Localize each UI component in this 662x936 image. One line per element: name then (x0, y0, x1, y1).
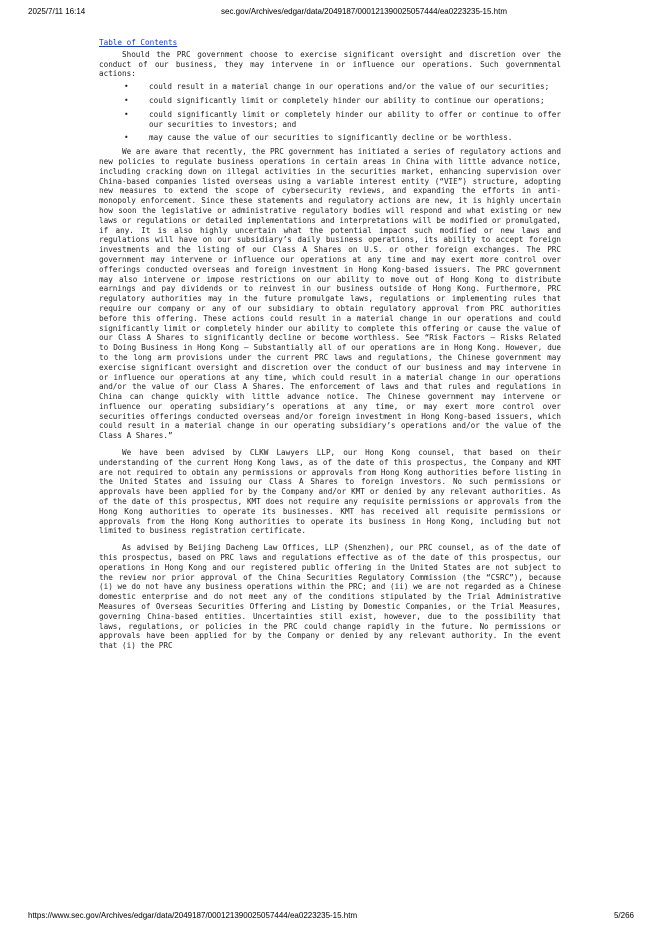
list-item-text: may cause the value of our securities to significantly decline or be worthless. (149, 133, 513, 143)
list-item-text: could significantly limit or completely hinder our ability to offer or continue to offer our securities to investors; and (149, 109, 561, 129)
bullet-icon: • (124, 109, 129, 119)
list-item (99, 110, 561, 130)
browser-print-footer (0, 911, 662, 925)
document-body (99, 38, 561, 651)
bullet-icon: • (124, 95, 129, 105)
print-datetime: 2025/7/11 16:14 (28, 7, 86, 16)
table-of-contents-link[interactable]: Table of Contents (99, 38, 178, 47)
prc-counsel-paragraph: As advised by Beijing Dacheng Law Offices, LLP (Shenzhen), our PRC counsel, as of the date of this prospectus, based on PRC laws and regulations effective as of the date of this prospectus, our operations in Hong Kong and our registered public offering in the United States are not subject to the review nor prior approval of the China Securities Regulatory Commission (the “CSRC”), because (i) we do not have any business operations within the PRC; and (ii) we are not regarded as a Chinese domestic enterprise and do not meet any of the conditions stipulated by the Trial Administrative Measures of Overseas Securities Offering and Listing by Domestic Companies, or the Trial Measures, governing China-based entities. Uncertainties still exist, however, due to the possibility that laws, regulations, or policies in the PRC could change rapidly in the future. No permissions or approvals have been applied for by the Company or denied by any relevant authority. In the event that (i) the PRC (99, 543, 561, 651)
governmental-actions-list (99, 82, 561, 143)
print-footer-url: https://www.sec.gov/Archives/edgar/data/2049187/000121390025057444/ea0223235-15.htm (28, 911, 358, 920)
bullet-icon: • (124, 133, 129, 143)
hong-kong-counsel-paragraph: We have been advised by CLKW Lawyers LLP, our Hong Kong counsel, that based on their understanding of the current Hong Kong laws, as of the date of this prospectus, the Company and KMT are not required to obtain any permissions or approvals from Hong Kong authorities before listing in the United States and issuing our Class A Shares to foreign investors. No such permissions or approvals have been applied for by the Company and/or KMT or denied by any relevant authorities. As of the date of this prospectus, KMT does not require any requisite permissions or approvals from the Hong Kong authorities to operate its businesses. KMT has received all requisite permissions or approvals from the Hong Kong authorities to operate its business in Hong Kong, including but not limited to business registration certificate. (99, 448, 561, 536)
bullet-icon: • (124, 82, 129, 92)
intro-paragraph: Should the PRC government choose to exercise significant oversight and discretion over the conduct of our business, they may intervene in or influence our operations. Such governmental actions: (99, 49, 561, 79)
browser-print-header (0, 7, 662, 21)
list-item (99, 133, 561, 143)
print-header-url: sec.gov/Archives/edgar/data/2049187/000121390025057444/ea0223235-15.htm (221, 7, 508, 16)
page-number: 5/266 (613, 911, 634, 920)
list-item-text: could result in a material change in our operations and/or the value of our securities; (149, 82, 550, 92)
list-item (99, 82, 561, 92)
regulatory-actions-paragraph: We are aware that recently, the PRC government has initiated a series of regulatory actions and new policies to regulate business operations in certain areas in China with little advance notice, including cracking down on illegal activities in the securities market, enhancing supervision over China-based companies listed overseas using a variable interest entity (“VIE”) structure, adopting new measures to extend the scope of cybersecurity reviews, and expanding the efforts in anti-monopoly enforcement. Since these statements and regulatory actions are new, it is highly uncertain how soon the legislative or administrative regulatory bodies will respond and what existing or new laws or regulations or detailed implementations and interpretations will be modified or promulgated, if any. It is also highly uncertain what the potential impact such modified or new laws and regulations will have on our subsidiary’s daily business operations, its ability to accept foreign investments and the listing of our Class A Shares on U.S. or other foreign exchanges. The PRC government may intervene or influence our operations at any time and may exert more control over offerings conducted overseas and foreign investment in Hong Kong-based issuers. The PRC government may also intervene or impose restrictions on our ability to move out of Hong Kong to distribute earnings and pay dividends or to reinvest in our business outside of Hong Kong. Furthermore, PRC regulatory authorities may in the future promulgate laws, regulations or implementing rules that require our company or any of our subsidiary to obtain regulatory approval from PRC authorities before this offering. These actions could result in a material change in our operations and could significantly limit or completely hinder our ability to complete this offering or cause the value of our Class A Shares to significantly decline or become worthless. See “Risk Factors — Risks Related to Doing Business in Hong Kong — Substantially all of our operations are in Hong Kong. However, due to the long arm provisions under the current PRC laws and regulations, the Chinese government may exercise significant oversight and discretion over the conduct of our business and may intervene in or influence our operations at any time, which could result in a material change in our operations and/or the value of our Class A Shares. The enforcement of laws and that rules and regulations in China can change quickly with little advance notice. The Chinese government may intervene or influence our operating subsidiary’s operations at any time, or may exert more control over securities offerings conducted overseas and/or foreign investment in Hong Kong-based issuers, which could result in a material change in our operating subsidiary’s operations and/or the value of the Class A Shares.” (99, 147, 561, 441)
list-item (99, 96, 561, 106)
list-item-text: could significantly limit or completely hinder our ability to continue our operations; (149, 95, 545, 105)
